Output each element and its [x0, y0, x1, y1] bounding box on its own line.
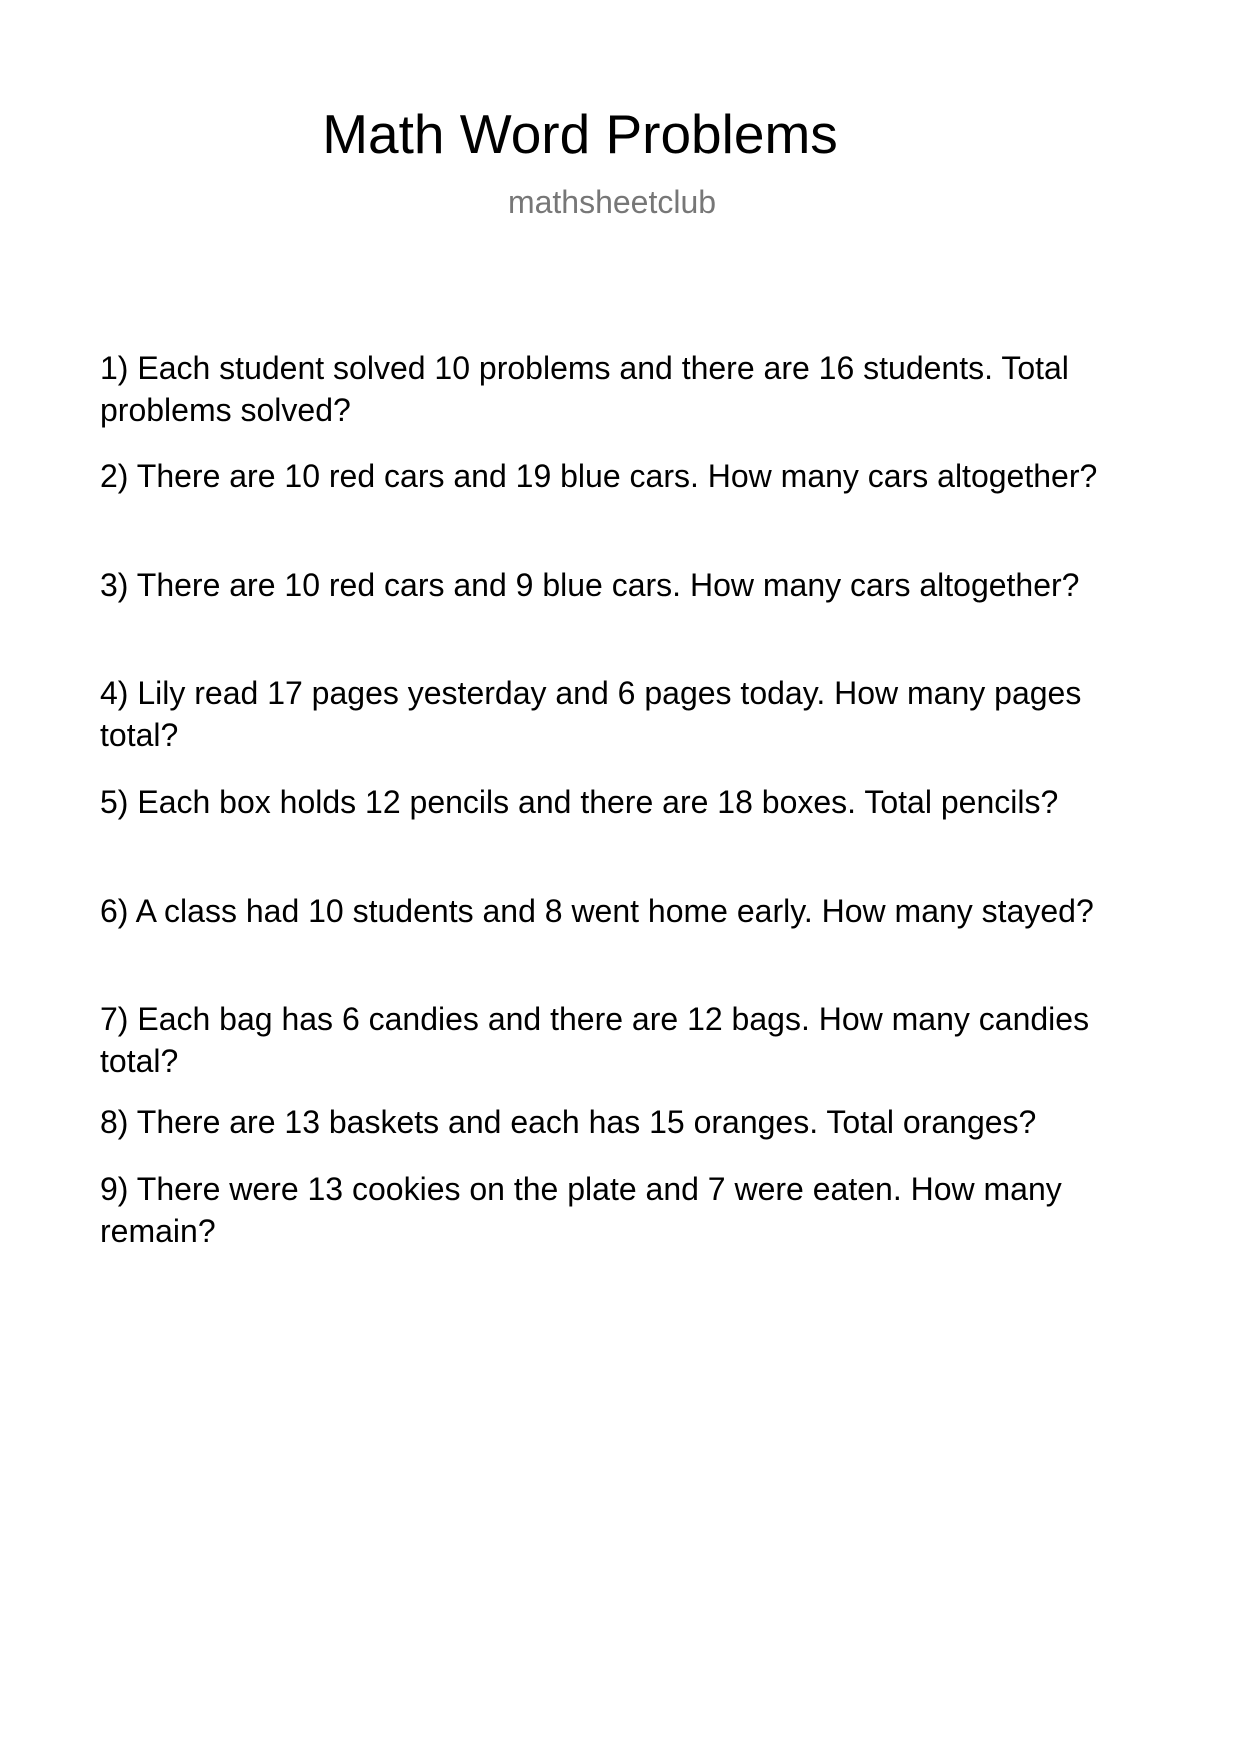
page-subtitle: mathsheetclub — [507, 184, 717, 220]
problem-item: 6) A class had 10 students and 8 went home early. How many stayed? — [100, 893, 1094, 929]
problem-item: 8) There are 13 baskets and each has 15 oranges. Total oranges? — [100, 1104, 1037, 1140]
problem-item: 9) There were 13 cookies on the plate and 7 were eaten. How many remain? — [100, 1171, 1062, 1249]
problem-item: 5) Each box holds 12 pencils and there are 18 boxes. Total pencils? — [100, 784, 1059, 820]
page-title: Math Word Problems — [322, 103, 838, 165]
problem-item: 1) Each student solved 10 problems and there are 16 students. Total problems solved? — [100, 350, 1069, 428]
problem-item: 7) Each bag has 6 candies and there are 12 bags. How many candies total? — [100, 1001, 1090, 1079]
problem-item: 3) There are 10 red cars and 9 blue cars. How many cars altogether? — [100, 567, 1080, 603]
problem-item: 4) Lily read 17 pages yesterday and 6 pages today. How many pages total? — [100, 675, 1082, 753]
problem-item: 2) There are 10 red cars and 19 blue cars. How many cars altogether? — [100, 458, 1098, 494]
